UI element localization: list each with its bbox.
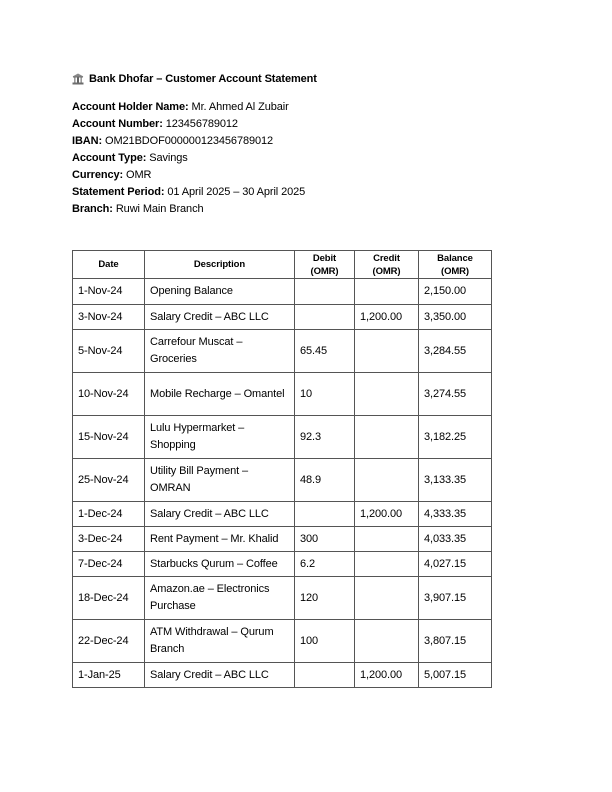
cell-debit: 300 [295,527,355,552]
cell-balance: 5,007.15 [419,663,492,688]
cell-description: ATM Withdrawal – Qurum Branch [145,620,295,663]
cell-date: 1-Dec-24 [73,502,145,527]
cell-balance: 3,807.15 [419,620,492,663]
cell-balance: 4,027.15 [419,552,492,577]
cell-balance: 3,133.35 [419,459,492,502]
cell-date: 1-Nov-24 [73,279,145,305]
cell-description: Starbucks Qurum – Coffee [145,552,295,577]
account-type-value: Savings [146,152,188,164]
table-row [73,459,492,502]
cell-debit: 65.45 [295,330,355,373]
cell-date: 5-Nov-24 [73,330,145,373]
account-holder-row [72,99,305,116]
field-label: Account Holder Name: [72,101,189,113]
field-label: Account Number: [72,118,163,130]
header-balance-line2: (OMR) [441,265,469,277]
cell-date: 22-Dec-24 [73,620,145,663]
cell-balance: 4,033.35 [419,527,492,552]
header-description: Description [145,251,295,279]
cell-credit [355,577,419,620]
title-text: Bank Dhofar – Customer Account Statement [89,73,317,85]
cell-credit [355,279,419,305]
account-holder-value: Mr. Ahmed Al Zubair [188,101,289,113]
field-label: Branch: [72,203,113,215]
cell-credit [355,527,419,552]
table-row [73,279,492,305]
cell-date: 7-Dec-24 [73,552,145,577]
cell-balance: 3,274.55 [419,373,492,416]
header-credit-line1: Credit [373,252,400,264]
cell-debit: 92.3 [295,416,355,459]
cell-date: 10-Nov-24 [73,373,145,416]
cell-balance: 3,350.00 [419,305,492,330]
cell-date: 1-Jan-25 [73,663,145,688]
cell-description: Utility Bill Payment – OMRAN [145,459,295,502]
cell-credit [355,373,419,416]
transactions-table [72,250,492,688]
cell-description: Carrefour Muscat – Groceries [145,330,295,373]
cell-balance: 2,150.00 [419,279,492,305]
account-info [72,99,305,218]
cell-debit: 100 [295,620,355,663]
currency-value: OMR [123,169,152,181]
account-type-row [72,150,305,167]
cell-description: Mobile Recharge – Omantel [145,373,295,416]
cell-debit: 48.9 [295,459,355,502]
table-row [73,663,492,688]
header-balance [419,251,492,279]
branch-value: Ruwi Main Branch [112,203,204,215]
cell-balance: 4,333.35 [419,502,492,527]
iban-value: OM21BDOF000000123456789012 [102,135,274,147]
cell-description: Rent Payment – Mr. Khalid [145,527,295,552]
cell-description: Opening Balance [145,279,295,305]
cell-date: 15-Nov-24 [73,416,145,459]
cell-description: Salary Credit – ABC LLC [145,502,295,527]
currency-row [72,167,305,184]
cell-credit [355,459,419,502]
table-row [73,552,492,577]
cell-credit: 1,200.00 [355,502,419,527]
header-date: Date [73,251,145,279]
table-row [73,416,492,459]
cell-balance: 3,284.55 [419,330,492,373]
table-header-row [73,251,492,279]
table-row [73,527,492,552]
cell-date: 3-Dec-24 [73,527,145,552]
field-label: Account Type: [72,152,147,164]
branch-row [72,201,305,218]
cell-date: 25-Nov-24 [73,459,145,502]
table-row [73,577,492,620]
cell-credit [355,330,419,373]
account-number-value: 123456789012 [162,118,238,130]
cell-description: Salary Credit – ABC LLC [145,305,295,330]
table-row [73,330,492,373]
cell-debit: 120 [295,577,355,620]
cell-credit [355,552,419,577]
cell-debit [295,279,355,305]
cell-debit: 6.2 [295,552,355,577]
cell-credit [355,620,419,663]
table-row [73,620,492,663]
header-debit-line1: Debit [312,252,337,264]
header-credit-line2: (OMR) [372,265,401,277]
table-row [73,502,492,527]
cell-credit: 1,200.00 [355,305,419,330]
cell-date: 18-Dec-24 [73,577,145,620]
statement-title [72,73,317,85]
cell-debit [295,305,355,330]
cell-description: Lulu Hypermarket – Shopping [145,416,295,459]
cell-debit [295,663,355,688]
cell-debit: 10 [295,373,355,416]
field-label: IBAN: [72,135,103,147]
cell-credit [355,416,419,459]
header-credit [355,251,419,279]
table-row [73,373,492,416]
bank-icon [72,73,84,85]
statement-period-value: 01 April 2025 – 30 April 2025 [164,186,306,198]
cell-debit [295,502,355,527]
cell-description: Amazon.ae – Electronics Purchase [145,577,295,620]
iban-row [72,133,305,150]
header-debit-line2: (OMR) [310,265,339,277]
header-debit [295,251,355,279]
statement-period-row [72,184,305,201]
cell-credit: 1,200.00 [355,663,419,688]
field-label: Statement Period: [72,186,165,198]
cell-date: 3-Nov-24 [73,305,145,330]
cell-balance: 3,907.15 [419,577,492,620]
account-number-row [72,116,305,133]
cell-description: Salary Credit – ABC LLC [145,663,295,688]
field-label: Currency: [72,169,124,181]
cell-balance: 3,182.25 [419,416,492,459]
header-balance-line1: Balance [437,252,473,264]
table-row [73,305,492,330]
